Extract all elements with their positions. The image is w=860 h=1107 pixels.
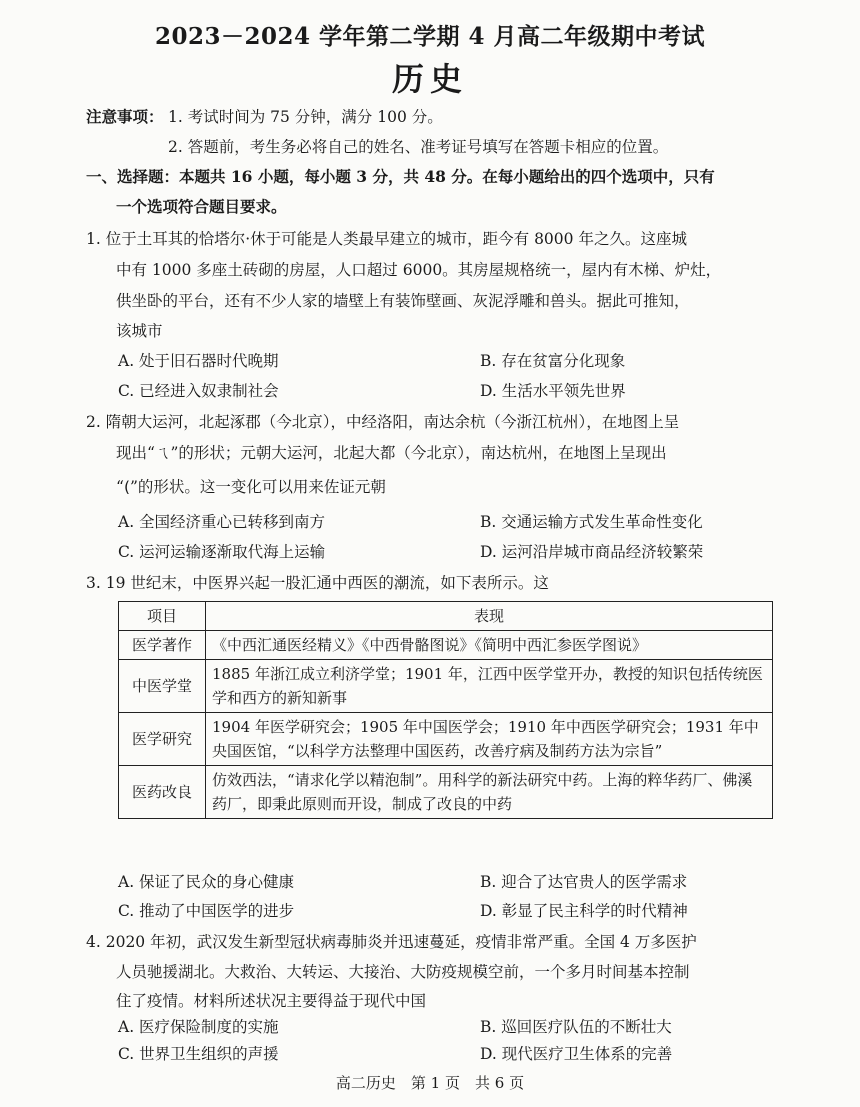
q2-line-3-start: “ bbox=[116, 478, 124, 496]
q2-option-a[interactable]: A. 全国经济重心已转移到南方 bbox=[118, 513, 326, 531]
notice-item-1: 1. 考试时间为 75 分钟，满分 100 分。 bbox=[168, 108, 443, 126]
exam-title: 2023－2024 学年第二学期 4 月高二年级期中考试 bbox=[154, 23, 706, 50]
q4-line-2: 人员驰援湖北。大救治、大转运、大接治、大防疫规模空前，一个多月时间基本控制 bbox=[116, 963, 690, 981]
table-row bbox=[119, 713, 773, 766]
q2-line-2-end: ”的形状；元朝大运河，北起大都（今北京），南达杭州，在地图上呈现出 bbox=[170, 444, 667, 462]
table-row bbox=[119, 660, 773, 713]
table-cell-detail: 1885 年浙江成立利济学堂；1901 年，江西中医学堂开办，教授的知识包括传统医学和西方的新知新事 bbox=[206, 660, 773, 713]
notice-label: 注意事项： bbox=[86, 107, 164, 126]
table-cell-item: 医学著作 bbox=[119, 631, 206, 660]
table-header-detail: 表现 bbox=[206, 602, 773, 631]
table-header-row bbox=[119, 602, 773, 631]
q4-option-c[interactable]: C. 世界卫生组织的声援 bbox=[118, 1045, 279, 1063]
table-cell-item: 医学研究 bbox=[119, 713, 206, 766]
canal-shape-sui-icon: ㄟ bbox=[154, 444, 171, 462]
q1-line-4: 该城市 bbox=[116, 322, 163, 340]
q2-line-1: 2. 隋朝大运河，北起涿郡（今北京），中经洛阳，南达余杭（今浙江杭州），在地图上呈 bbox=[86, 413, 680, 431]
q2-option-c[interactable]: C. 运河运输逐渐取代海上运输 bbox=[118, 543, 326, 561]
q1-line-1: 1. 位于土耳其的恰塔尔·休于可能是人类最早建立的城市，距今有 8000 年之久。这座城 bbox=[86, 230, 687, 248]
q2-option-d[interactable]: D. 运河沿岸城市商品经济较繁荣 bbox=[480, 543, 704, 561]
page-footer: 高二历史 第 1 页 共 6 页 bbox=[335, 1074, 525, 1092]
table-cell-detail: 1904 年医学研究会；1905 年中国医学会；1910 年中西医学研究会；1931 年中央国医馆，“以科学方法整理中国医药，改善疗病及制药方法为宗旨” bbox=[206, 713, 773, 766]
q4-option-b[interactable]: B. 巡回医疗队伍的不断壮大 bbox=[480, 1018, 672, 1036]
q3-option-a[interactable]: A. 保证了民众的身心健康 bbox=[118, 873, 295, 891]
q3-stem: 3. 19 世纪末，中医界兴起一股汇通中西医的潮流，如下表所示。这 bbox=[86, 574, 549, 592]
q4-line-3: 住了疫情。材料所述状况主要得益于现代中国 bbox=[116, 992, 427, 1010]
q3-option-b[interactable]: B. 迎合了达官贵人的医学需求 bbox=[480, 873, 688, 891]
table-cell-item: 中医学堂 bbox=[119, 660, 206, 713]
table-header-item: 项目 bbox=[119, 602, 206, 631]
q1-line-3: 供坐卧的平台，还有不少人家的墙壁上有装饰壁画、灰泥浮雕和兽头。据此可推知， bbox=[116, 292, 690, 310]
section-heading: 一、选择题：本题共 16 小题，每小题 3 分，共 48 分。在每小题给出的四个选项中，只有 bbox=[86, 167, 715, 186]
q1-option-b[interactable]: B. 存在贫富分化现象 bbox=[480, 352, 626, 370]
q4-line-1: 4. 2020 年初，武汉发生新型冠状病毒肺炎并迅速蔓延，疫情非常严重。全国 4 万多医护 bbox=[86, 933, 697, 951]
table-row bbox=[119, 766, 773, 819]
q3-option-c[interactable]: C. 推动了中国医学的进步 bbox=[118, 902, 295, 920]
q2-line-3 bbox=[116, 476, 386, 498]
section-heading-cont: 一个选项符合题目要求。 bbox=[116, 197, 287, 216]
q3-table bbox=[118, 601, 773, 819]
table-cell-detail: 《中西汇通医经精义》《中西骨骼图说》《简明中西汇参医学图说》 bbox=[206, 631, 773, 660]
subject-title: 历史 bbox=[391, 60, 468, 98]
table-cell-detail: 仿效西法，“请求化学以精泡制”。用科学的新法研究中药。上海的粹华药厂、佛溪药厂，即秉此原则而开设，制成了改良的中药 bbox=[206, 766, 773, 819]
q1-option-a[interactable]: A. 处于旧石器时代晚期 bbox=[118, 352, 279, 370]
q2-line-2-start: 现出“ bbox=[116, 444, 155, 462]
q1-option-c[interactable]: C. 已经进入奴隶制社会 bbox=[118, 382, 279, 400]
q4-option-a[interactable]: A. 医疗保险制度的实施 bbox=[118, 1018, 279, 1036]
q2-option-b[interactable]: B. 交通运输方式发生革命性变化 bbox=[480, 513, 703, 531]
q3-option-d[interactable]: D. 彰显了民主科学的时代精神 bbox=[480, 902, 688, 920]
q2-line-2 bbox=[116, 442, 667, 464]
canal-shape-yuan-icon: ( bbox=[123, 478, 130, 496]
q2-line-3-end: ”的形状。这一变化可以用来佐证元朝 bbox=[130, 478, 386, 496]
table-row bbox=[119, 631, 773, 660]
q1-option-d[interactable]: D. 生活水平领先世界 bbox=[480, 382, 626, 400]
q1-line-2: 中有 1000 多座土砖砌的房屋，人口超过 6000。其房屋规格统一，屋内有木梯、炉灶， bbox=[116, 261, 722, 279]
table-cell-item: 医药改良 bbox=[119, 766, 206, 819]
q4-option-d[interactable]: D. 现代医疗卫生体系的完善 bbox=[480, 1045, 673, 1063]
notice-item-2: 2. 答题前，考生务必将自己的姓名、准考证号填写在答题卡相应的位置。 bbox=[168, 138, 669, 156]
